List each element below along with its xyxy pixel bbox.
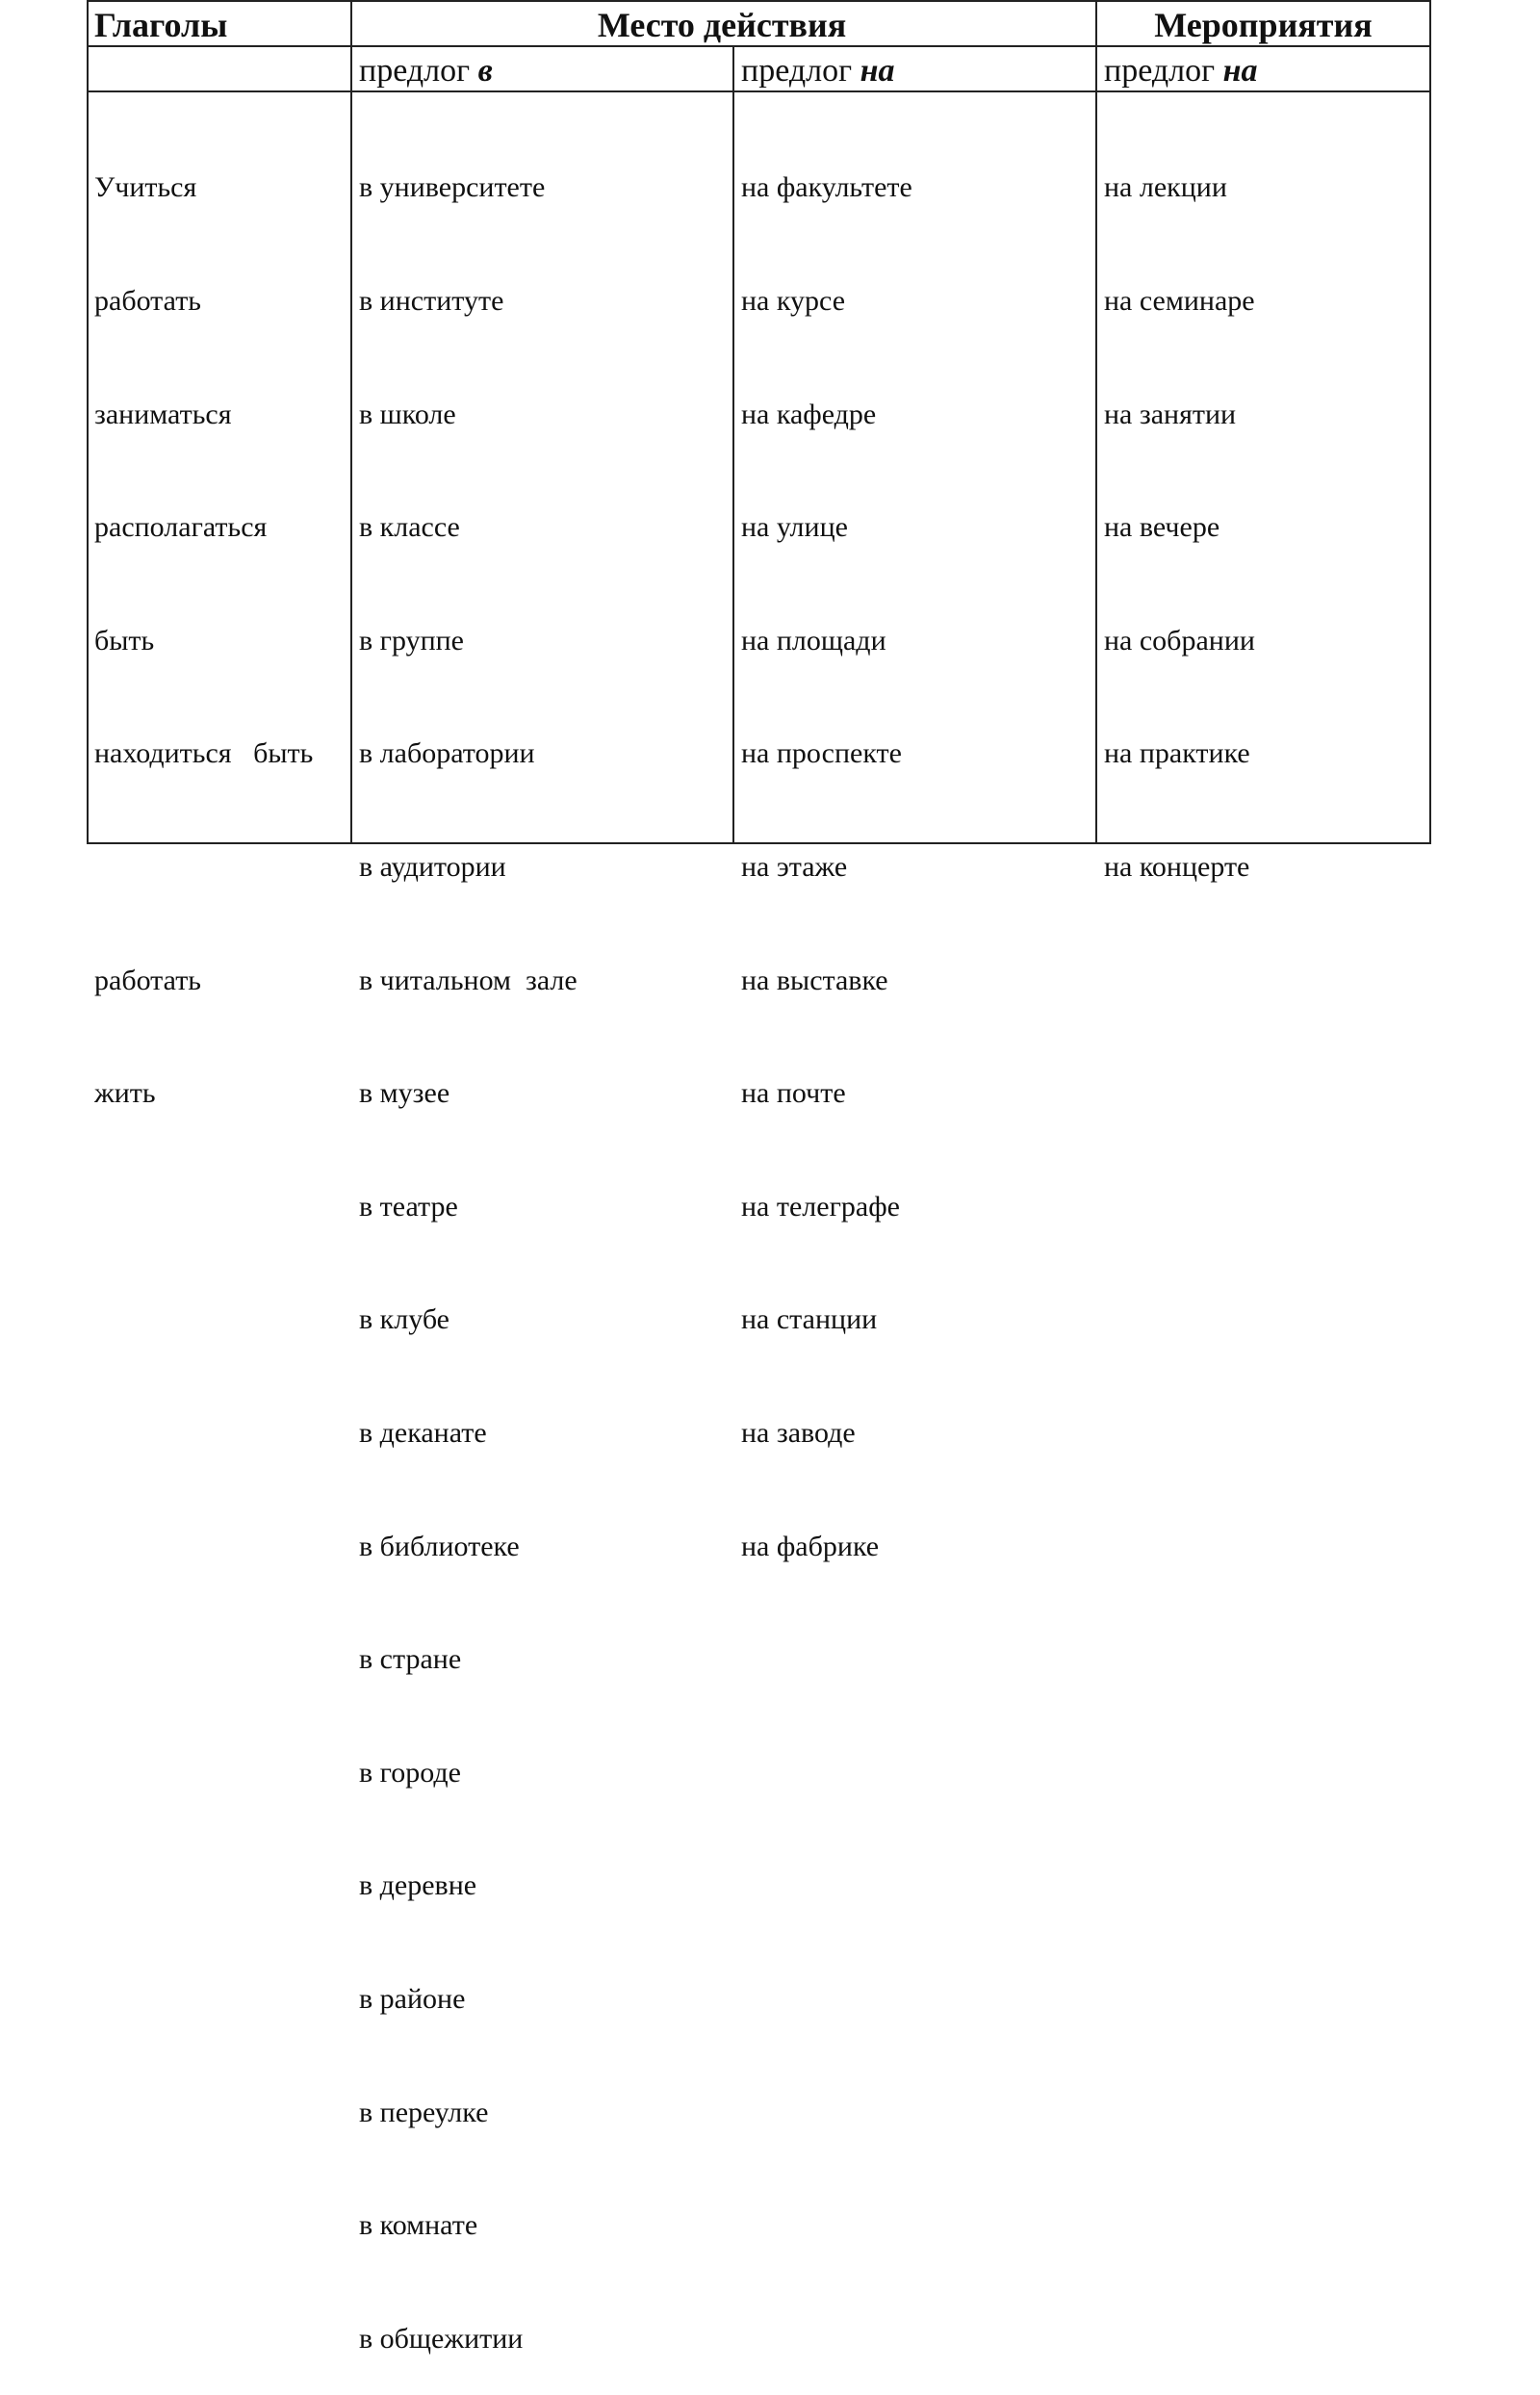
list-item: на практике xyxy=(1104,737,1250,770)
list-item: на кафедре xyxy=(741,398,877,430)
list-item: располагаться xyxy=(94,511,268,544)
list-item: на собрании xyxy=(1104,624,1255,657)
list-item: на этаже xyxy=(741,850,848,883)
list-item: на семинаре xyxy=(1104,285,1255,317)
list-item: в городе xyxy=(359,1756,461,1789)
prep-label: предлог xyxy=(741,53,853,89)
list-item: на фабрике xyxy=(741,1530,880,1562)
divider-verbs-place xyxy=(350,2,352,842)
list-item: в стране xyxy=(359,1643,462,1676)
prep-v: в xyxy=(477,53,493,89)
list-item: в деканате xyxy=(359,1416,487,1449)
list-item: на телеграфе xyxy=(741,1190,900,1223)
list-item xyxy=(94,848,313,886)
list-item: в университете xyxy=(359,171,546,204)
prep-na: на xyxy=(1222,53,1258,89)
list-item: на концерте xyxy=(1104,850,1250,883)
list-item: на заводе xyxy=(741,1416,856,1449)
prep-na: на xyxy=(860,53,895,89)
verbs-column xyxy=(94,93,313,1150)
list-item: в музее xyxy=(359,1077,450,1110)
list-item: на курсе xyxy=(741,285,846,317)
list-item: в классе xyxy=(359,511,460,544)
list-item: в районе xyxy=(359,1982,466,2015)
list-item: на вечере xyxy=(1104,511,1220,544)
list-item: в комнате xyxy=(359,2209,478,2242)
prep-label: предлог xyxy=(1104,53,1216,89)
list-item: в школе xyxy=(359,398,456,430)
header-verbs: Глаголы xyxy=(94,6,228,44)
list-item: в клубе xyxy=(359,1303,449,1336)
list-item: в переулке xyxy=(359,2096,489,2128)
subheader-events-na xyxy=(1104,49,1257,93)
header-place: Место действия xyxy=(597,6,847,44)
header-events: Мероприятия xyxy=(1154,6,1373,44)
subheader-place-na xyxy=(741,49,894,93)
prep-label: предлог xyxy=(359,53,471,89)
list-item: в театре xyxy=(359,1190,458,1223)
list-item: на проспекте xyxy=(741,737,902,770)
list-item: на занятии xyxy=(1104,398,1237,430)
list-item: на станции xyxy=(741,1303,878,1336)
events-column xyxy=(1104,93,1255,923)
list-item: в группе xyxy=(359,624,464,657)
list-item: работать xyxy=(94,285,201,317)
list-item: в общежитии xyxy=(359,2322,524,2355)
list-item: на лекции xyxy=(1104,171,1227,204)
list-item: находиться быть xyxy=(94,737,314,770)
list-item: на площади xyxy=(741,624,886,657)
list-item: заниматься xyxy=(94,398,232,430)
list-item: Учиться xyxy=(94,171,197,204)
divider-place-v-na xyxy=(732,46,734,842)
list-item: жить xyxy=(94,1077,156,1110)
place-v-column xyxy=(359,93,578,2395)
list-item: в лаборатории xyxy=(359,737,535,770)
list-item: на почте xyxy=(741,1077,846,1110)
subheader-place-v xyxy=(359,49,493,93)
list-item: в аудитории xyxy=(359,850,506,883)
list-item: в библиотеке xyxy=(359,1530,520,1562)
list-item: на выставке xyxy=(741,964,888,996)
place-na-column xyxy=(741,93,912,1603)
list-item: на улице xyxy=(741,511,848,544)
list-item: работать xyxy=(94,964,201,996)
list-item: быть xyxy=(94,624,155,657)
list-item: в читальном зале xyxy=(359,964,578,996)
list-item: на факультете xyxy=(741,171,912,204)
list-item: в деревне xyxy=(359,1869,477,1902)
divider-place-events xyxy=(1095,2,1097,842)
list-item: в институте xyxy=(359,285,504,317)
